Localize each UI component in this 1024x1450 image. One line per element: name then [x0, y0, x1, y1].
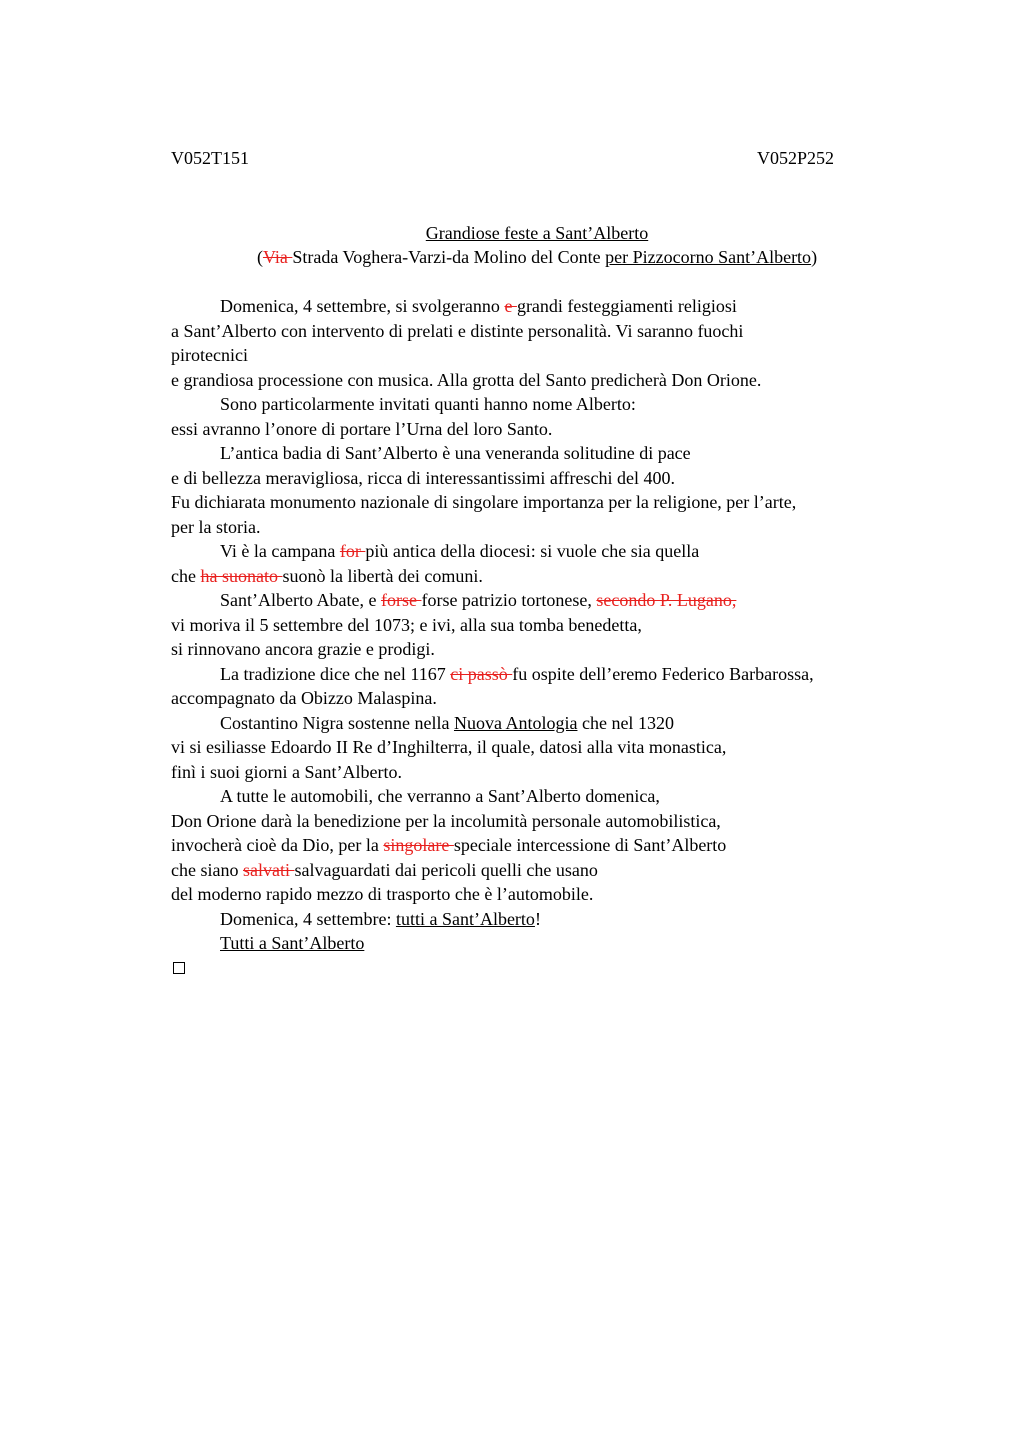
deleted-text: for [339, 541, 366, 561]
subtitle-close-paren: ) [811, 247, 818, 267]
text-span: suonò la libertà dei comuni. [282, 565, 483, 586]
text-line-28 [171, 956, 931, 981]
document-code-right: V052P252 [757, 148, 835, 168]
subtitle-open-paren: ( [256, 247, 263, 267]
deleted-text: secondo P. Lugano, [596, 590, 737, 610]
text-line-18 [171, 711, 931, 736]
text-line-25: del moderno rapido mezzo di trasporto che è l’automobile. [171, 884, 594, 904]
text-line-21: A tutte le automobili, che verranno a Sant’Alberto domenica, [220, 786, 660, 806]
deleted-text: e [504, 296, 517, 316]
text-line-12 [171, 564, 931, 589]
text-span: grandi festeggiamenti religiosi [516, 296, 737, 316]
text-line-13 [171, 588, 931, 613]
subtitle-underlined-text: per Pizzocorno Sant’Alberto [605, 247, 812, 267]
subtitle-text: Strada Voghera-Varzi-da Molino del Conte [292, 247, 606, 267]
text-line-27 [171, 931, 931, 956]
text-line-4: e grandiosa processione con musica. Alla grotta del Santo predicherà Don Orione. [171, 369, 762, 390]
text-line-2: a Sant’Alberto con intervento di prelati e distinte personalità. Vi saranno fuochi [171, 320, 744, 341]
text-line-20: finì i suoi giorni a Sant’Alberto. [171, 761, 402, 782]
text-span: Domenica, 4 settembre: [220, 908, 396, 929]
text-span: invocherà cioè da Dio, per la [171, 835, 384, 855]
text-span: La tradizione dice che nel 1167 [220, 663, 451, 684]
text-span: Vi è la campana [220, 541, 340, 561]
underlined-text: tutti a Sant’Alberto [395, 908, 535, 929]
article-body [171, 294, 931, 980]
underlined-text: Tutti a Sant’Alberto [220, 933, 365, 953]
text-span: fu ospite dell’eremo Federico Barbarossa, [512, 663, 814, 684]
deleted-text: ci passò [450, 663, 513, 684]
text-line-8: e di bellezza meravigliosa, ricca di interessantissimi affreschi del 400. [171, 467, 675, 488]
deleted-text: salvati [242, 859, 295, 880]
text-span: che nel 1320 [577, 712, 674, 733]
text-line-5: Sono particolarmente invitati quanti hanno nome Alberto: [220, 394, 636, 414]
deleted-text: singolare [383, 835, 454, 855]
checkbox-square-icon [173, 962, 185, 974]
text-span: speciale intercessione di Sant’Alberto [453, 835, 727, 855]
text-line-3: pirotecnici [171, 345, 248, 365]
text-line-16 [171, 662, 931, 687]
subtitle-line [0, 245, 1024, 269]
underlined-text: Nuova Antologia [453, 712, 578, 733]
text-line-24 [171, 858, 931, 883]
text-line-6: essi avranno l’onore di portare l’Urna del loro Santo. [171, 418, 553, 439]
text-line-1 [171, 294, 931, 319]
text-span: Costantino Nigra sostenne nella [220, 712, 454, 733]
text-span: che siano [171, 859, 243, 880]
title-line [0, 221, 1024, 245]
text-span: forse patrizio tortonese, [421, 590, 597, 610]
text-line-14: vi moriva il 5 settembre del 1073; e ivi, alla sua tomba benedetta, [171, 614, 642, 635]
text-line-22: Don Orione darà la benedizione per la incolumità personale automobilistica, [171, 810, 721, 831]
deleted-text: forse [380, 590, 422, 610]
text-span: Sant’Alberto Abate, e [220, 590, 381, 610]
text-line-9: Fu dichiarata monumento nazionale di singolare importanza per la religione, per l’arte, [171, 492, 797, 512]
text-line-15: si rinnovano ancora grazie e prodigi. [171, 639, 435, 659]
text-span: che [171, 565, 201, 586]
document-code-left: V052T151 [171, 148, 249, 168]
text-line-11 [171, 539, 931, 564]
text-line-26 [171, 907, 931, 932]
subtitle-deleted-text: Via [262, 247, 293, 267]
text-line-19: vi si esiliasse Edoardo II Re d’Inghilterra, il quale, datosi alla vita monastica, [171, 737, 727, 757]
text-line-17: accompagnato da Obizzo Malaspina. [171, 688, 437, 708]
text-line-10: per la storia. [171, 516, 261, 537]
text-line-23 [171, 833, 931, 858]
text-line-7: L’antica badia di Sant’Alberto è una veneranda solitudine di pace [220, 443, 691, 463]
page-title: Grandiose feste a Sant’Alberto [425, 223, 649, 243]
text-span: più antica della diocesi: si vuole che sia quella [365, 541, 700, 561]
deleted-text: ha suonato [200, 565, 283, 586]
text-span: ! [534, 908, 541, 929]
text-span: Domenica, 4 settembre, si svolgeranno [220, 296, 505, 316]
text-span: salvaguardati dai pericoli quelli che usano [294, 859, 598, 880]
